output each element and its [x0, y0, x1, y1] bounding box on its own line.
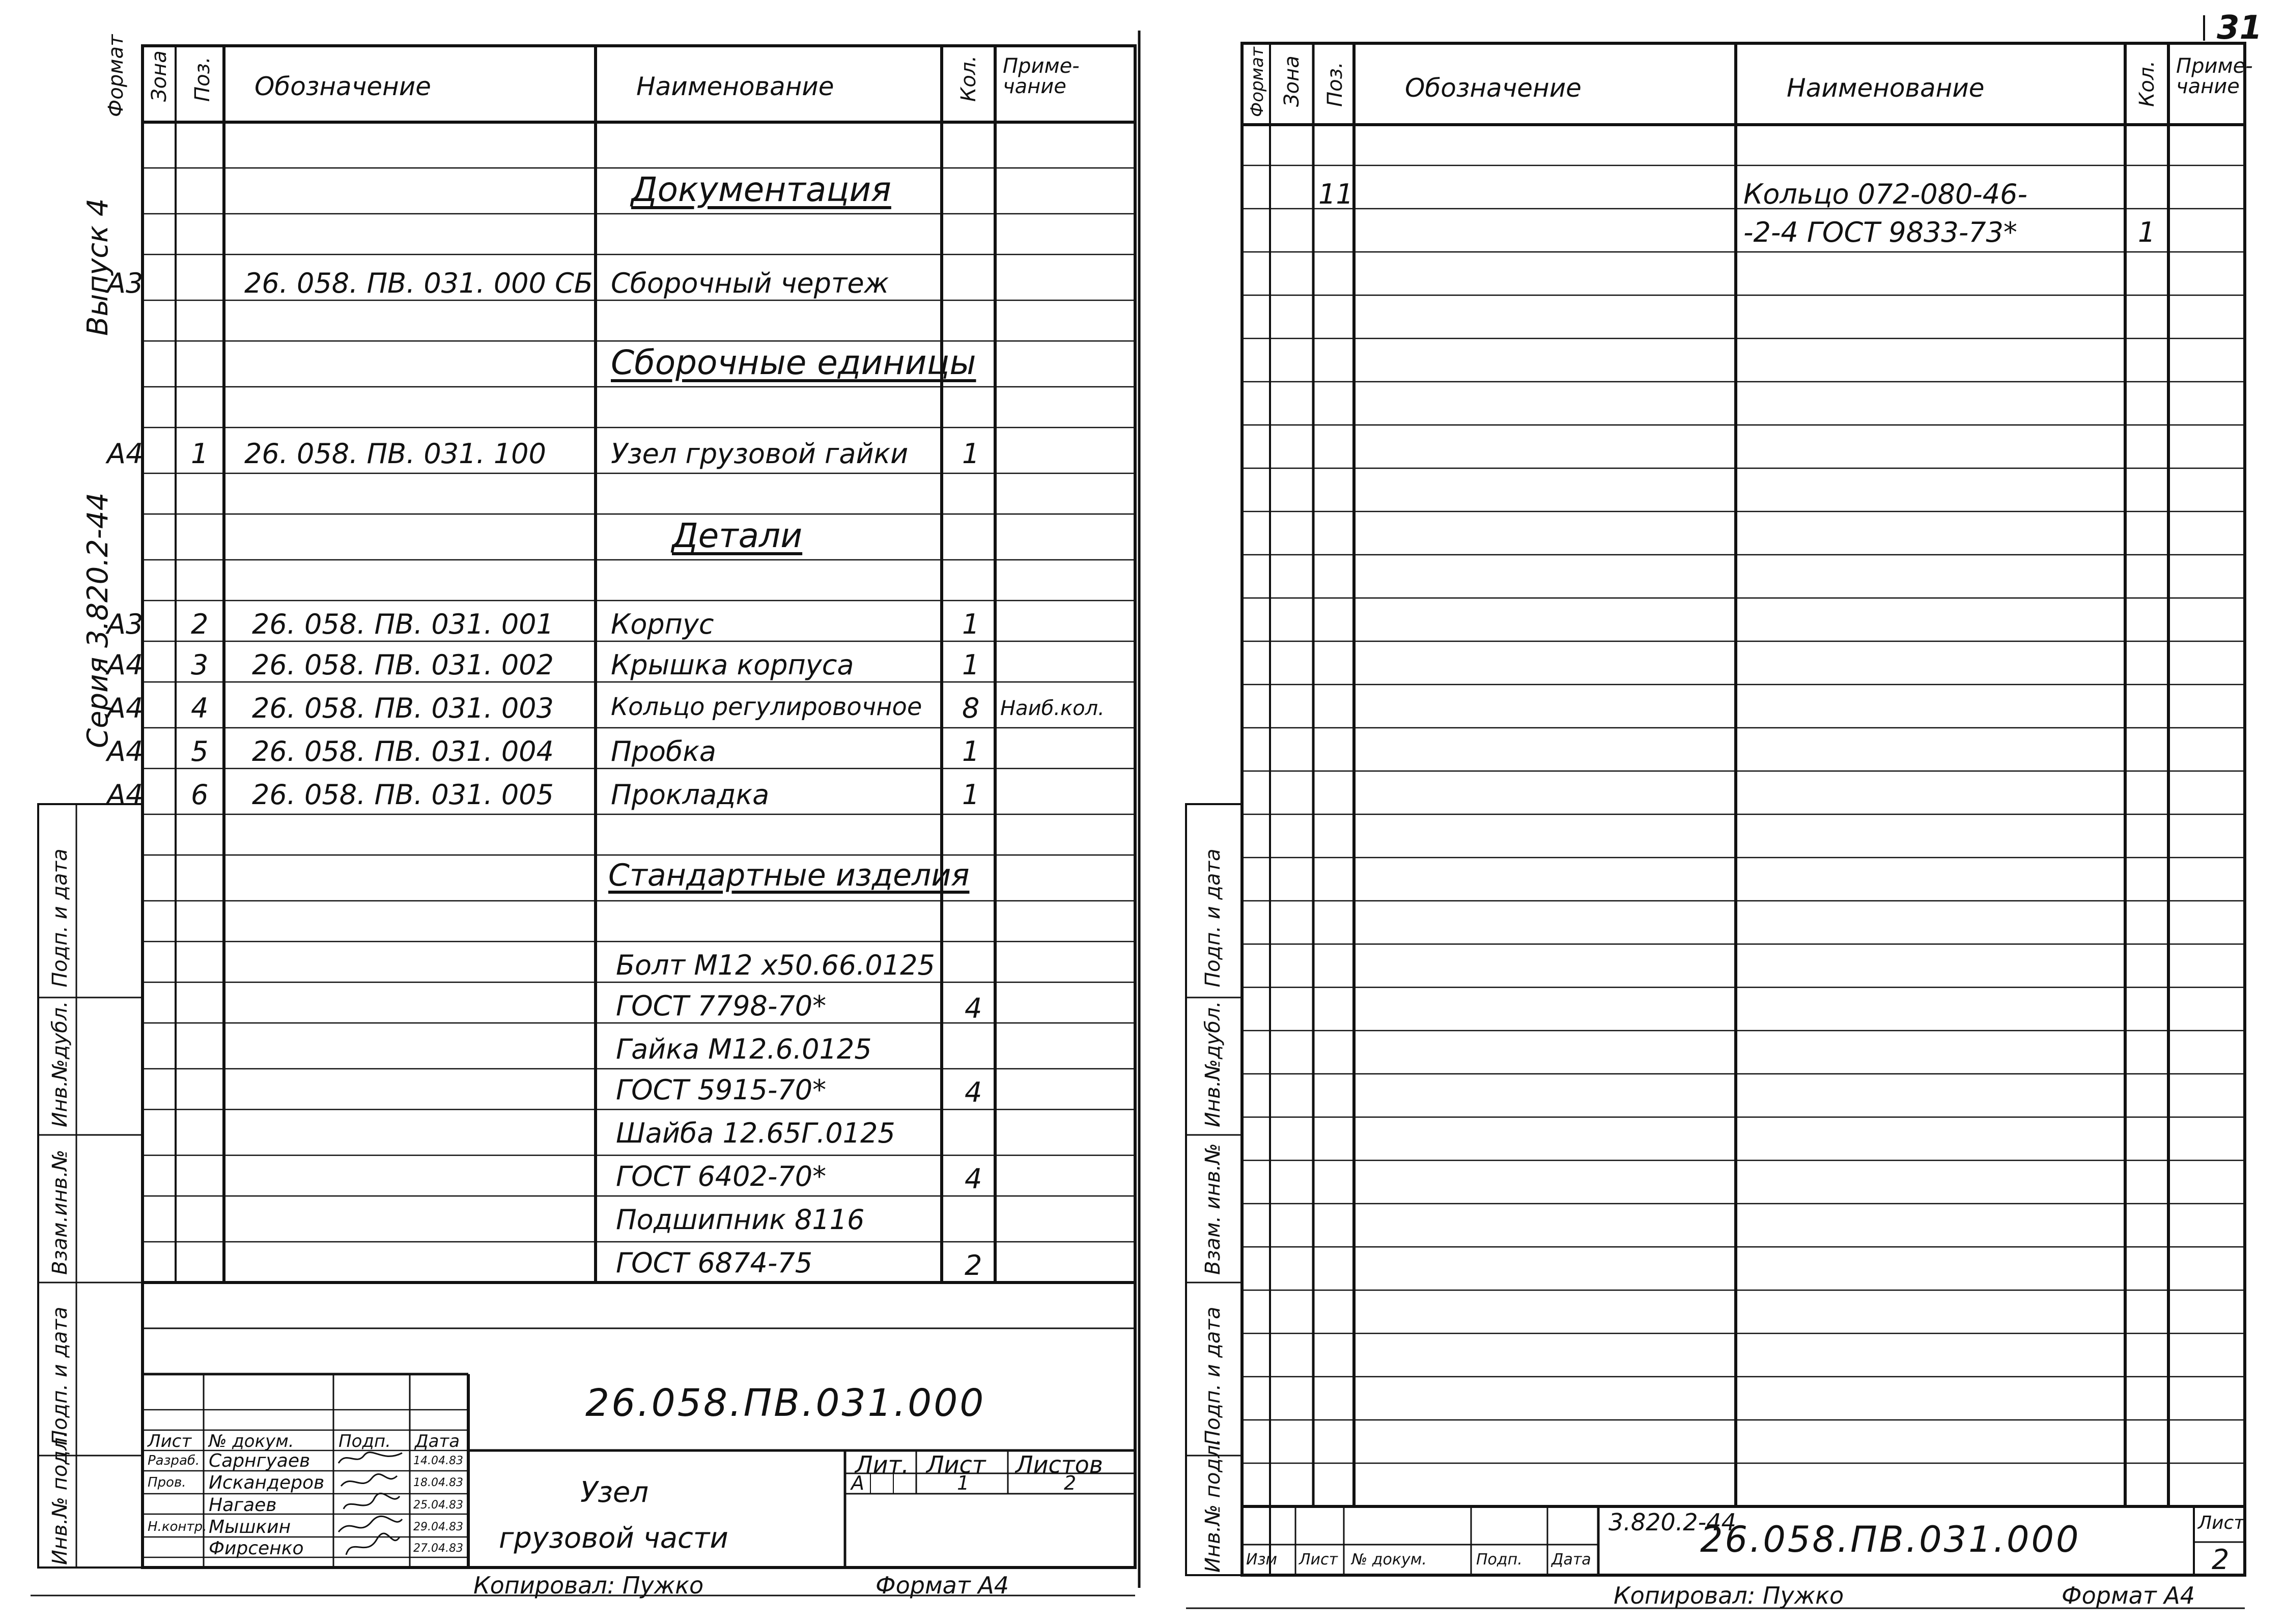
tb-name-1: Сарнгуаев — [209, 1450, 311, 1471]
tb-sheets-label: Листов — [1015, 1451, 1103, 1478]
std-line-6: ГОСТ 6402-70* — [616, 1160, 827, 1192]
tb-sheets-value: 2 — [1064, 1472, 1077, 1494]
row2-qty: 1 — [962, 438, 980, 470]
tb-hdr-date: Дата — [415, 1431, 460, 1451]
std-line-5: Шайба 12.65Г.0125 — [616, 1117, 895, 1149]
footer-copied-left: Копировал: Пужко — [473, 1572, 704, 1599]
row2-format: А4 — [107, 438, 144, 470]
row4-qty: 1 — [962, 649, 980, 681]
col-note-header-2: Приме- чание — [2176, 54, 2253, 98]
row5-designation: 26. 058. ПВ. 031. 003 — [252, 692, 554, 724]
tb-date-4: 29.04.83 — [413, 1521, 463, 1533]
row7-designation: 26. 058. ПВ. 031. 005 — [252, 779, 554, 811]
r-tb-hdr-docnum: № докум. — [1351, 1551, 1427, 1569]
r-tb-sheet-label: Лист — [2198, 1513, 2245, 1533]
row6-name: Пробка — [611, 735, 716, 767]
section-documentation: Документация — [631, 170, 891, 209]
row3-format: А3 — [107, 608, 144, 640]
tb-name-3: Нагаев — [209, 1495, 277, 1516]
r-tb-hdr-sheet: Лист — [1299, 1551, 1338, 1569]
r-tb-hdr-izm: Изм — [1246, 1551, 1278, 1569]
std-line-7: Подшипник 8116 — [616, 1204, 865, 1236]
col-name-header-2: Наименование — [1787, 73, 1985, 103]
row6-pos: 5 — [191, 735, 209, 767]
col-zone-header-2: Зона — [1280, 55, 1304, 107]
tb-name-2: Искандеров — [209, 1472, 325, 1493]
r-stamp-sign-date-1: Подп. и дата — [1201, 848, 1225, 987]
row1-designation: 26. 058. ПВ. 031. 000 СБ — [244, 267, 593, 299]
r-tb-sheet-value: 2 — [2212, 1544, 2230, 1576]
r2-row1-name: Кольцо 072-080-46- — [1743, 178, 2027, 210]
page-number: 31 — [2217, 9, 2263, 47]
tb-sheet-label: Лист — [926, 1451, 986, 1478]
row3-qty: 1 — [962, 608, 980, 640]
std-line-3: Гайка М12.6.0125 — [616, 1033, 872, 1065]
tb-sheet-value: 1 — [957, 1472, 970, 1494]
std-line-2-qty: 4 — [965, 992, 982, 1024]
col-name-header: Наименование — [636, 72, 834, 101]
stamp-sign-date-2: Подп. и дата — [48, 1306, 72, 1445]
r-tb-doc-code: 26.058.ПВ.031.000 — [1700, 1519, 2081, 1560]
tb-lit-value: А — [851, 1472, 864, 1494]
row4-name: Крышка корпуса — [611, 649, 854, 681]
std-line-4-qty: 4 — [965, 1076, 982, 1108]
row4-pos: 3 — [191, 649, 209, 681]
footer-format-left: Формат А4 — [876, 1572, 1009, 1599]
tb-role-1: Разраб. — [148, 1453, 200, 1468]
tb-role-4: Н.контр. — [148, 1519, 207, 1534]
row7-name: Прокладка — [611, 779, 770, 811]
section-parts: Детали — [672, 516, 803, 555]
row4-format: А4 — [107, 649, 144, 681]
stamp-replace-inv: Взам.инв.№ — [48, 1149, 72, 1275]
row6-format: А4 — [107, 735, 144, 767]
r-tb-hdr-sign: Подп. — [1476, 1551, 1522, 1569]
series-label: Серия 3.820.2-44 — [81, 492, 115, 748]
row6-designation: 26. 058. ПВ. 031. 004 — [252, 735, 554, 767]
row6-qty: 1 — [962, 735, 980, 767]
row7-pos: 6 — [191, 779, 209, 811]
stamp-dup-inv: Инв.№дубл. — [48, 1001, 72, 1127]
col-zone-header: Зона — [148, 50, 171, 102]
tb-date-1: 14.04.83 — [413, 1455, 463, 1467]
col-pos-header-2: Поз. — [1323, 62, 1347, 107]
r-stamp-sign-date-2: Подп. и дата — [1201, 1306, 1225, 1445]
tb-hdr-docnum: № докум. — [209, 1431, 294, 1451]
row5-qty: 8 — [962, 692, 980, 724]
r-stamp-orig-inv: Инв.№ подл. — [1201, 1438, 1225, 1573]
stamp-orig-inv: Инв.№ подл. — [48, 1431, 72, 1565]
tb-name-4: Мышкин — [209, 1517, 291, 1537]
tb-name-5: Фирсенко — [209, 1538, 304, 1559]
section-assembly-units: Сборочные единицы — [611, 343, 976, 382]
col-designation-header: Обозначение — [255, 72, 431, 101]
row3-designation: 26. 058. ПВ. 031. 001 — [252, 608, 554, 640]
col-qty-header: Кол. — [957, 55, 980, 102]
tb-hdr-sheet: Лист — [148, 1431, 192, 1451]
std-line-1: Болт М12 х50.66.0125 — [616, 949, 935, 981]
row1-name: Сборочный чертеж — [611, 267, 889, 299]
std-line-4: ГОСТ 5915-70* — [616, 1074, 827, 1106]
row5-name: Кольцо регулировочное — [611, 693, 922, 721]
r2-row2-qty: 1 — [2138, 216, 2156, 248]
col-qty-header-2: Кол. — [2135, 60, 2159, 107]
row5-pos: 4 — [191, 692, 209, 724]
tb-title-line1: Узел — [580, 1476, 649, 1509]
col-format-header: Формат — [104, 34, 128, 117]
r2-row1-pos: 11 — [1318, 178, 1353, 210]
col-note-header: Приме- чание — [1003, 54, 1080, 98]
col-designation-header-2: Обозначение — [1405, 73, 1582, 103]
std-line-8-qty: 2 — [965, 1249, 982, 1281]
row3-name: Корпус — [611, 608, 714, 640]
stamp-sign-date-1: Подп. и дата — [48, 848, 72, 987]
row5-format: А4 — [107, 692, 144, 724]
section-standard-items: Стандартные изделия — [608, 858, 970, 893]
doc-code: 26.058.ПВ.031.000 — [585, 1381, 986, 1425]
row2-name: Узел грузовой гайки — [611, 438, 909, 470]
r2-row2-name: -2-4 ГОСТ 9833-73* — [1743, 216, 2017, 248]
r-tb-hdr-date: Дата — [1551, 1551, 1591, 1569]
row5-note: Наиб.кол. — [1000, 697, 1105, 720]
tb-title-line2: грузовой части — [499, 1522, 728, 1555]
footer-copied-right: Копировал: Пужко — [1614, 1582, 1844, 1609]
footer-format-right: Формат А4 — [2062, 1582, 2195, 1609]
col-format-header-2: Формат — [1247, 47, 1267, 117]
tb-role-2: Пров. — [148, 1475, 186, 1490]
row4-designation: 26. 058. ПВ. 031. 002 — [252, 649, 554, 681]
signatures — [336, 1448, 407, 1560]
tb-date-5: 27.04.83 — [413, 1542, 463, 1555]
std-line-6-qty: 4 — [965, 1163, 982, 1195]
tb-date-3: 25.04.83 — [413, 1499, 463, 1512]
col-pos-header: Поз. — [191, 56, 214, 102]
r-stamp-dup-inv: Инв.№дубл. — [1201, 1001, 1225, 1127]
std-line-2: ГОСТ 7798-70* — [616, 990, 827, 1022]
tb-date-2: 18.04.83 — [413, 1476, 463, 1489]
issue-label: Выпуск 4 — [81, 198, 115, 336]
row7-qty: 1 — [962, 779, 980, 811]
row3-pos: 2 — [191, 608, 209, 640]
row2-designation: 26. 058. ПВ. 031. 100 — [244, 438, 546, 470]
row7-format: А4 — [107, 779, 144, 811]
row2-pos: 1 — [191, 438, 209, 470]
r-stamp-replace-inv: Взам. инв.№ — [1201, 1143, 1225, 1275]
row1-format: А3 — [107, 267, 144, 299]
tb-hdr-sign: Подп. — [338, 1431, 391, 1451]
tb-lit-label: Лит. — [855, 1451, 909, 1478]
std-line-8: ГОСТ 6874-75 — [616, 1247, 813, 1279]
r-tb-series: 3.820.2-44 — [1609, 1508, 1736, 1536]
